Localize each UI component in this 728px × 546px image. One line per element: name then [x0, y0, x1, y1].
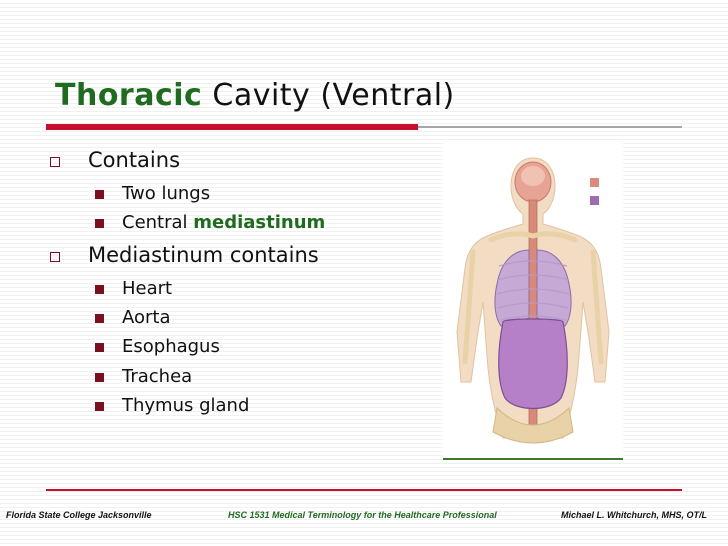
torso-illustration: [443, 142, 623, 458]
footer-author: Michael L. Whitchurch, MHS, OT/L: [561, 510, 708, 520]
sub-bullet-text: Two lungs: [122, 183, 211, 204]
sub-bullet-text: Trachea: [122, 366, 193, 387]
title-underline-red: [46, 124, 418, 130]
legend-swatch-cranial: [590, 178, 599, 187]
sub-bullet-text: [122, 212, 325, 233]
bullet-text: Mediastinum contains: [88, 243, 319, 267]
filled-square-bullet-icon: [95, 219, 104, 228]
footer-institution: Florida State College Jacksonville: [6, 510, 152, 520]
sub-bullet-text: Esophagus: [122, 336, 220, 357]
hollow-square-bullet-icon: [50, 157, 60, 167]
footer-rule: [46, 489, 682, 491]
title-accent-word: Thoracic: [55, 78, 203, 113]
filled-square-bullet-icon: [95, 190, 104, 199]
sub-bullet-text: Heart: [122, 278, 173, 299]
hollow-square-bullet-icon: [50, 252, 60, 262]
legend-swatch-ventral: [590, 196, 599, 205]
abdominal-cavity: [499, 319, 568, 409]
filled-square-bullet-icon: [95, 402, 104, 411]
footer-course: HSC 1531 Medical Terminology for the Healthcare Professional: [228, 510, 497, 520]
title-rest: Cavity (Ventral): [212, 78, 455, 113]
filled-square-bullet-icon: [95, 373, 104, 382]
figure-underline: [443, 458, 623, 460]
filled-square-bullet-icon: [95, 314, 104, 323]
title-underline-gray: [418, 126, 682, 128]
thoracic-anatomy-figure: [443, 142, 623, 458]
bullet-text: Contains: [88, 148, 181, 172]
sub-bullet-prefix: Central: [122, 212, 194, 233]
filled-square-bullet-icon: [95, 343, 104, 352]
filled-square-bullet-icon: [95, 285, 104, 294]
slide-title: [55, 78, 455, 113]
highlight-mediastinum: mediastinum: [193, 212, 326, 233]
sub-bullet-text: Aorta: [122, 307, 171, 328]
sub-bullet-text: Thymus gland: [122, 395, 250, 416]
